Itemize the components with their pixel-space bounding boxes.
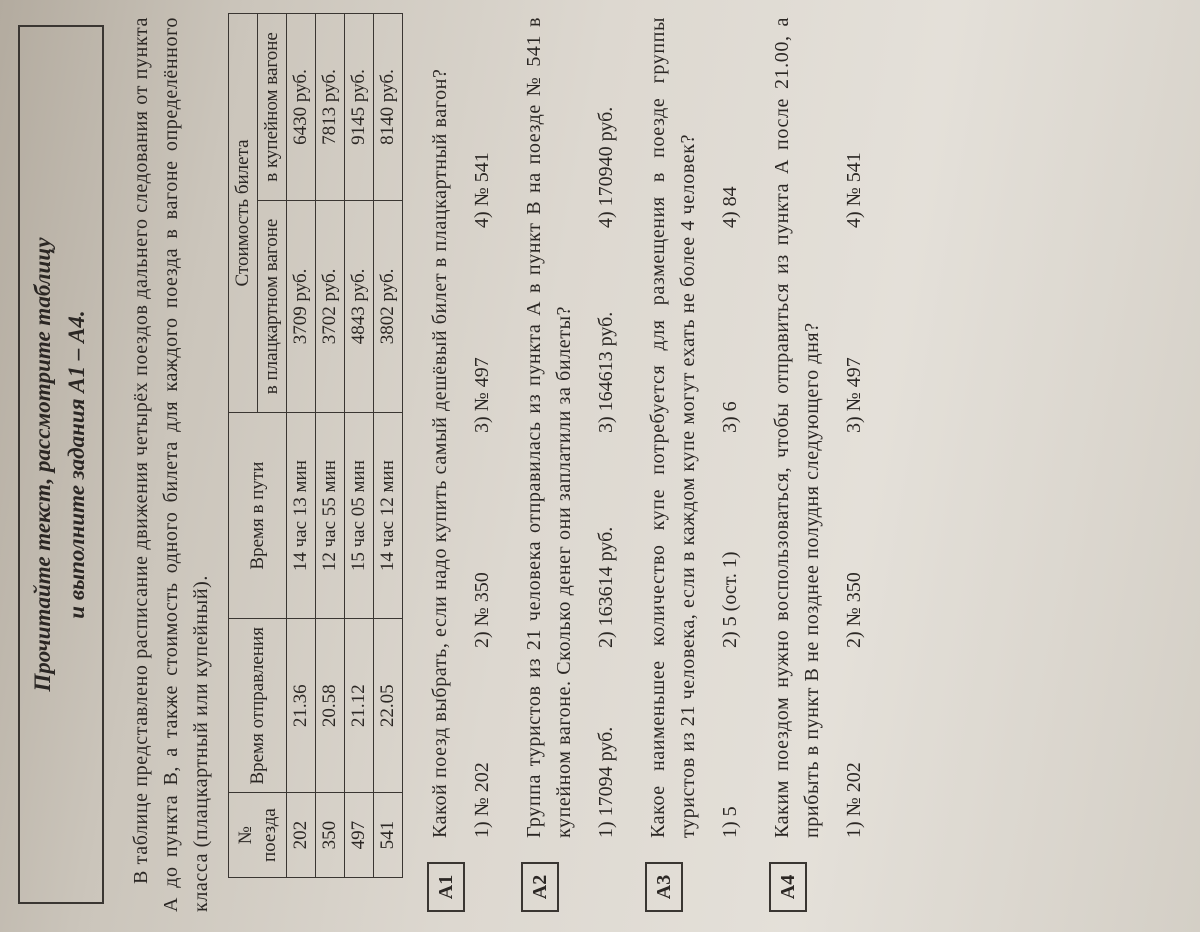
cell-coupe-price: 8140 руб. — [374, 14, 403, 201]
header-line-2: и выполните задания А1 – А4. — [64, 310, 89, 619]
question-a4: Каким поездом нужно воспользоваться, чтобы отправиться из пункта А после 21.00, а прибыть в пункт В не позднее полудня следующего дня? — [771, 17, 823, 838]
option-a4-1[interactable]: 1) № 202 — [843, 762, 865, 838]
option-a3-1[interactable]: 1) 5 — [719, 806, 741, 838]
options-a2 — [591, 17, 621, 838]
worksheet-page — [0, 2, 1200, 932]
options-a3 — [715, 17, 745, 838]
option-a4-2[interactable]: 2) № 350 — [843, 572, 865, 648]
cell-platzkart-price: 4843 руб. — [345, 200, 374, 412]
option-a2-2[interactable]: 2) 163614 руб. — [595, 526, 617, 648]
task-a2 — [519, 17, 621, 912]
header-train-number: № поезда — [229, 793, 287, 878]
table-row — [374, 14, 403, 878]
question-a1: Какой поезд выбрать, если надо купить самый дешёвый билет в плацкартный вагон? — [429, 68, 451, 838]
cell-train-number: 202 — [287, 793, 316, 878]
option-a3-4[interactable]: 4) 84 — [719, 186, 741, 228]
worksheet-content — [18, 17, 869, 912]
options-a1 — [467, 17, 497, 838]
header-ticket-cost: Стоимость билета — [229, 14, 258, 413]
option-a3-2[interactable]: 2) 5 (ост. 1) — [719, 551, 741, 648]
option-a2-4[interactable]: 4) 170940 руб. — [595, 106, 617, 228]
intro-paragraph: В таблице представлено расписание движения четырёх поездов дальнего следования от пункта А до пункта В, а также стоимость одного билета для каждого поезда в вагоне определённого класса (плацкартный или купейный). — [130, 17, 212, 912]
cell-departure: 22.05 — [374, 619, 403, 793]
train-schedule-table — [228, 13, 403, 878]
option-a1-2[interactable]: 2) № 350 — [471, 572, 493, 648]
task-label-a1: А1 — [427, 862, 465, 912]
table-row — [287, 14, 316, 878]
cell-departure: 20.58 — [316, 619, 345, 793]
task-a3 — [643, 17, 745, 912]
header-travel-time: Время в пути — [229, 412, 287, 618]
cell-coupe-price: 6430 руб. — [287, 14, 316, 201]
cell-platzkart-price: 3702 руб. — [316, 200, 345, 412]
cell-train-number: 541 — [374, 793, 403, 878]
cell-travel-time: 14 час 12 мин — [374, 412, 403, 618]
option-a2-1[interactable]: 1) 17094 руб. — [595, 726, 617, 838]
cell-coupe-price: 7813 руб. — [316, 14, 345, 201]
cell-travel-time: 14 час 13 мин — [287, 412, 316, 618]
cell-train-number: 497 — [345, 793, 374, 878]
header-departure: Время отправления — [229, 619, 287, 793]
task-label-a2: А2 — [521, 862, 559, 912]
header-line-1: Прочитайте текст, рассмотрите таблицу — [30, 237, 55, 692]
option-a1-4[interactable]: 4) № 541 — [471, 152, 493, 228]
option-a1-3[interactable]: 3) № 497 — [471, 357, 493, 433]
cell-departure: 21.36 — [287, 619, 316, 793]
cell-platzkart-price: 3802 руб. — [374, 200, 403, 412]
option-a4-3[interactable]: 3) № 497 — [843, 357, 865, 433]
task-a4 — [767, 17, 869, 912]
cell-platzkart-price: 3709 руб. — [287, 200, 316, 412]
option-a1-1[interactable]: 1) № 202 — [471, 762, 493, 838]
option-a2-3[interactable]: 3) 164613 руб. — [595, 311, 617, 433]
header-coupe: в купейном вагоне — [258, 14, 287, 201]
header-platzkart: в плацкартном вагоне — [258, 200, 287, 412]
task-a1 — [425, 17, 497, 912]
task-label-a3: А3 — [645, 862, 683, 912]
question-a2: Группа туристов из 21 человека отправилась из пункта А в пункт В на поезде № 541 в купейном вагоне. Сколько денег они заплатили за билеты? — [523, 17, 575, 838]
option-a4-4[interactable]: 4) № 541 — [843, 152, 865, 228]
task-label-a4: А4 — [769, 862, 807, 912]
option-a3-3[interactable]: 3) 6 — [719, 401, 741, 433]
table-row — [316, 14, 345, 878]
options-a4 — [839, 17, 869, 838]
instruction-header — [18, 25, 104, 904]
question-a3: Какое наименьшее количество купе потребуется для размещения в поезде группы туристов из 21 человека, если в каждом купе могут ехать не более 4 человек? — [647, 17, 699, 838]
cell-travel-time: 15 час 05 мин — [345, 412, 374, 618]
cell-departure: 21.12 — [345, 619, 374, 793]
table-row — [345, 14, 374, 878]
cell-train-number: 350 — [316, 793, 345, 878]
cell-coupe-price: 9145 руб. — [345, 14, 374, 201]
cell-travel-time: 12 час 55 мин — [316, 412, 345, 618]
